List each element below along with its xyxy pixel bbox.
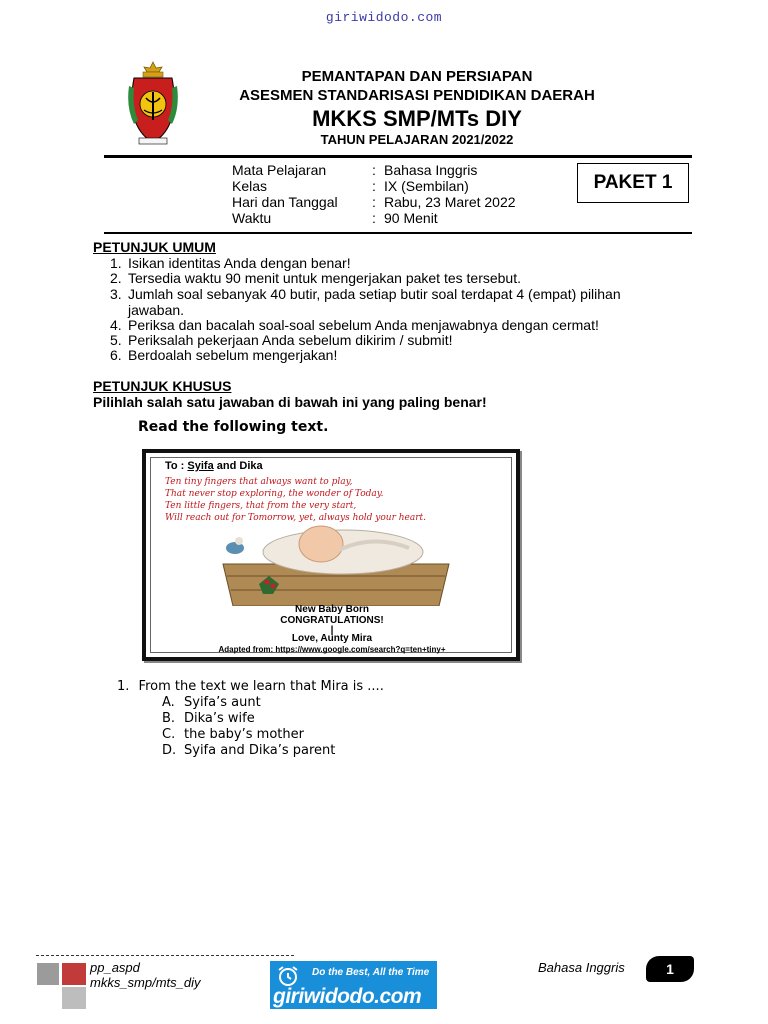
option-text: Dika’s wife — [184, 711, 255, 726]
list-item-text: Isikan identitas Anda dengan benar! — [128, 255, 351, 271]
banner-tagline: Do the Best, All the Time — [312, 967, 430, 978]
meta-colon: : — [372, 210, 376, 226]
list-item-number: 4. — [110, 317, 122, 333]
banner-site: giriwidodo.com — [273, 985, 422, 1008]
list-item-text: Periksalah pekerjaan Anda sebelum dikirim / submit! — [128, 332, 453, 348]
option-text: Syifa’s aunt — [184, 695, 261, 710]
card-recipient — [165, 460, 263, 472]
poem-line: Ten little fingers, that from the very start, — [165, 501, 357, 511]
greeting-card — [142, 449, 520, 661]
list-item-number: 2. — [110, 270, 122, 286]
header-divider — [104, 155, 692, 158]
giriwidodo-banner — [270, 961, 437, 1009]
option-text: the baby’s mother — [184, 727, 304, 742]
watermark-text: giriwidodo.com — [325, 10, 443, 25]
meta-colon: : — [372, 194, 376, 210]
poem-line: Will reach out for Tomorrow, yet, always hold your heart. — [165, 513, 427, 523]
list-item-text: Jumlah soal sebanyak 40 butir, pada setiap butir soal terdapat 4 (empat) pilihan jawaban. — [128, 286, 621, 318]
province-emblem-icon — [126, 58, 180, 150]
footer-line-1: pp_aspd — [90, 960, 140, 975]
special-instructions-title: PETUNJUK KHUSUS — [93, 378, 232, 394]
meta-value: Rabu, 23 Maret 2022 — [384, 194, 516, 210]
special-instructions-text: Pilihlah salah satu jawaban di bawah ini yang paling benar! — [93, 394, 487, 410]
header-title: MKKS SMP/MTs DIY — [312, 106, 522, 131]
option-letter: B. — [162, 711, 176, 726]
footer-divider — [36, 955, 294, 956]
question-text: From the text we learn that Mira is .... — [138, 679, 384, 694]
card-to-name: Syifa — [187, 460, 214, 472]
header-line-2: ASESMEN STANDARISASI PENDIDIKAN DAERAH — [239, 87, 595, 104]
list-item-number: 6. — [110, 347, 122, 363]
meta-colon: : — [372, 178, 376, 194]
card-signature: Love, Aunty Mira — [291, 633, 373, 644]
read-instruction: Read the following text. — [138, 419, 329, 435]
footer-decor-square — [62, 963, 86, 985]
question-1 — [117, 679, 384, 694]
meta-label: Waktu — [232, 210, 272, 226]
option-letter: D. — [162, 743, 177, 758]
meta-value: Bahasa Inggris — [384, 162, 478, 178]
header-line-1: PEMANTAPAN DAN PERSIAPAN — [301, 68, 533, 85]
paket-box: PAKET 1 — [577, 163, 689, 203]
list-item-text: Berdoalah sebelum mengerjakan! — [128, 347, 338, 363]
greeting-card-inner — [150, 457, 512, 653]
poem-line: Ten tiny fingers that always want to play, — [165, 477, 353, 487]
meta-label: Kelas — [232, 178, 268, 194]
general-instructions-title: PETUNJUK UMUM — [93, 239, 216, 255]
option-letter: C. — [162, 727, 176, 742]
option-text: Syifa and Dika’s parent — [184, 743, 336, 758]
meta-value: 90 Menit — [384, 210, 438, 226]
list-item-text: Tersedia waktu 90 menit untuk mengerjakan paket tes tersebut. — [128, 270, 521, 286]
card-source: Adapted from: https://www.google.com/search?q=ten+tiny+ — [218, 645, 446, 654]
meta-divider — [104, 232, 692, 234]
baby-in-crate-image — [203, 524, 469, 606]
list-item-text: Periksa dan bacalah soal-soal sebelum Anda menjawabnya dengan cermat! — [128, 317, 599, 333]
footer-decor-square — [62, 987, 86, 1009]
card-to-prefix: To : — [165, 460, 185, 472]
card-to-rest: and Dika — [216, 460, 263, 472]
option-letter: A. — [162, 695, 175, 710]
meta-label: Hari dan Tanggal — [232, 194, 338, 210]
meta-value: IX (Sembilan) — [384, 178, 469, 194]
card-caption-line: | — [330, 625, 334, 636]
list-item-number: 1. — [110, 255, 122, 271]
poem-line: That never stop exploring, the wonder of Today. — [165, 489, 384, 499]
footer-decor-square — [37, 963, 59, 985]
list-item-number: 5. — [110, 332, 122, 348]
card-caption-line: CONGRATULATIONS! — [280, 615, 384, 626]
card-caption-line: New Baby Born — [295, 604, 369, 615]
footer-line-2: mkks_smp/mts_diy — [90, 975, 201, 990]
page-number: 1 — [646, 956, 694, 982]
footer-subject: Bahasa Inggris — [538, 960, 625, 975]
meta-colon: : — [372, 162, 376, 178]
list-item-number: 3. — [110, 286, 122, 302]
header-year: TAHUN PELAJARAN 2021/2022 — [320, 132, 514, 147]
question-number: 1. — [117, 679, 130, 694]
meta-label: Mata Pelajaran — [232, 162, 327, 178]
